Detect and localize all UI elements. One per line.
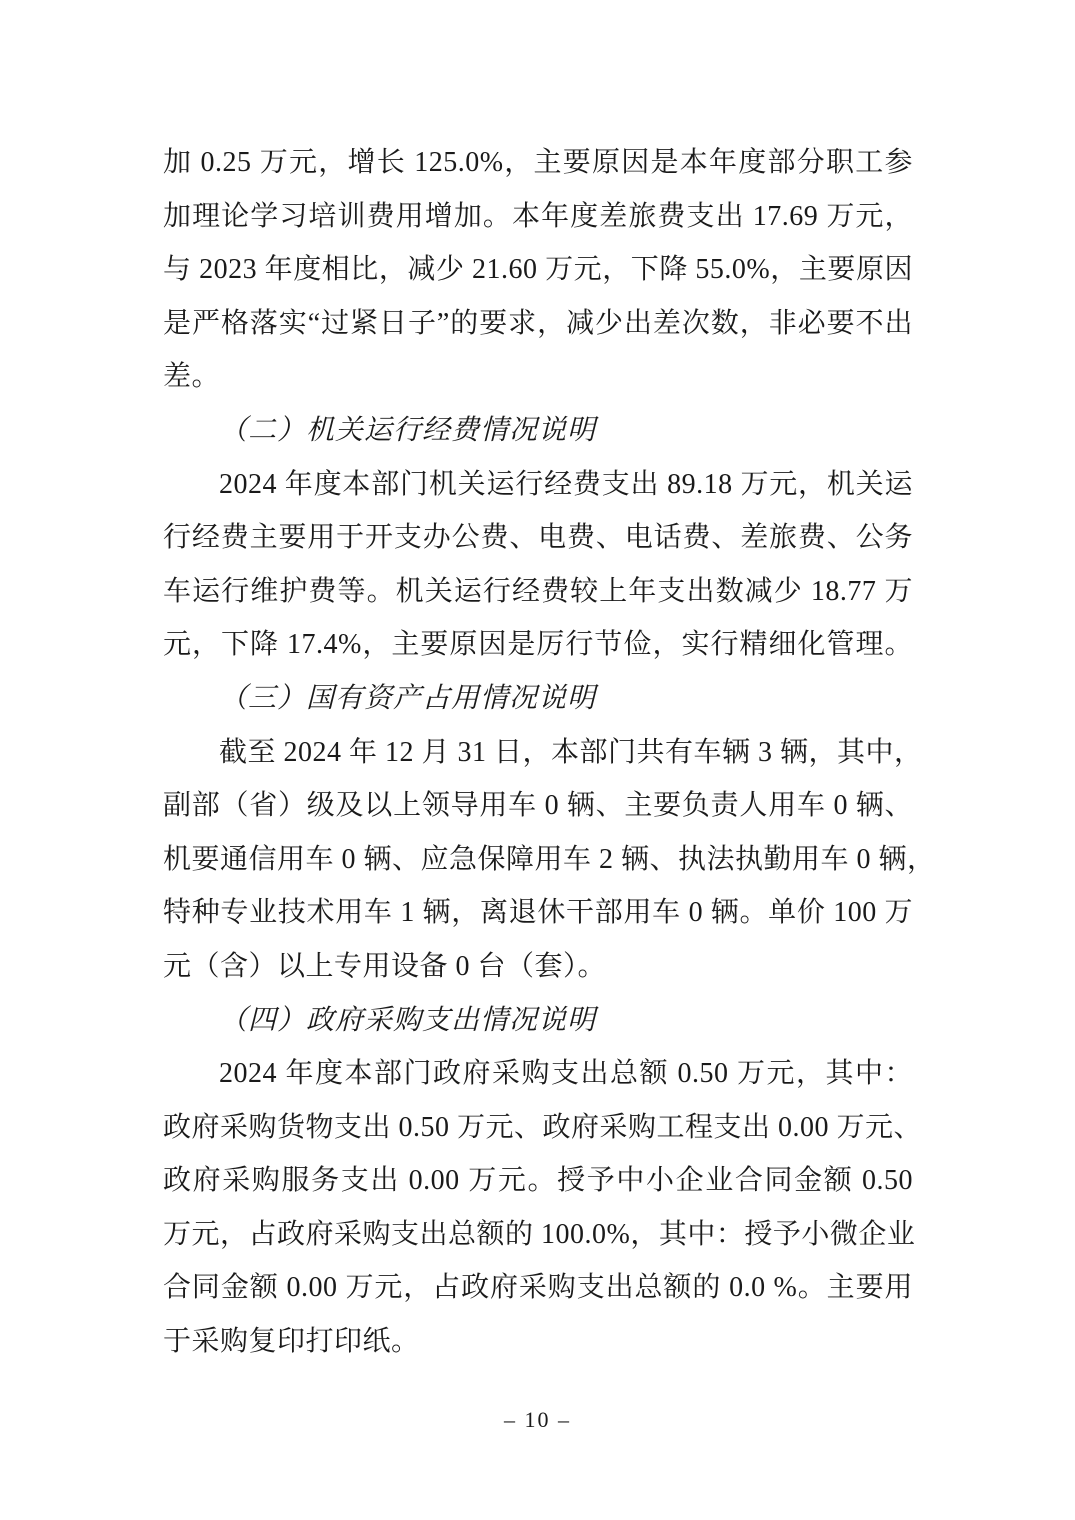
text-line: 合同金额 0.00 万元，占政府采购支出总额的 0.0 %。主要用 — [163, 1272, 913, 1304]
text-line: 机要通信用车 0 辆、应急保障用车 2 辆、执法执勤用车 0 辆， — [163, 843, 936, 875]
text-line: 政府采购货物支出 0.50 万元、政府采购工程支出 0.00 万元、 — [163, 1111, 923, 1143]
text-line: 于采购复印打印纸。 — [163, 1326, 420, 1358]
text-line: 加 0.25 万元，增长 125.0%，主要原因是本年度部分职工参 — [163, 147, 913, 178]
text-line: 万元，占政府采购支出总额的 100.0%，其中：授予小微企业 — [163, 1218, 916, 1250]
page-content — [163, 136, 936, 1369]
section-heading-4: （四）政府采购支出情况说明 — [219, 1004, 597, 1036]
text-line: 元，下降 17.4%，主要原因是厉行节俭，实行精细化管理。 — [163, 629, 913, 661]
text-line: 差。 — [163, 361, 221, 393]
section-heading-2: （二）机关运行经费情况说明 — [219, 414, 597, 446]
text-line: 是严格落实“过紧日子”的要求，减少出差次数，非必要不出 — [163, 307, 913, 339]
text-line: 元（含）以上专用设备 0 台（套）。 — [163, 950, 607, 982]
text-line: 特种专业技术用车 1 辆，离退休干部用车 0 辆。单价 100 万 — [163, 897, 913, 929]
text-line: 加理论学习培训费用增加。本年度差旅费支出 17.69 万元， — [163, 200, 913, 232]
section-heading-3: （三）国有资产占用情况说明 — [219, 682, 597, 714]
text-line: 2024 年度本部门政府采购支出总额 0.50 万元，其中： — [219, 1058, 913, 1090]
text-line: 车运行维护费等。机关运行经费较上年支出数减少 18.77 万 — [163, 575, 913, 607]
text-line: 行经费主要用于开支办公费、电费、电话费、差旅费、公务 — [163, 522, 913, 554]
text-line: 政府采购服务支出 0.00 万元。授予中小企业合同金额 0.50 — [163, 1165, 913, 1197]
text-line: 副部（省）级及以上领导用车 0 辆、主要负责人用车 0 辆、 — [163, 790, 913, 822]
text-line: 与 2023 年度相比，减少 21.60 万元，下降 55.0%，主要原因 — [163, 254, 913, 286]
text-line: 截至 2024 年 12 月 31 日，本部门共有车辆 3 辆，其中， — [219, 736, 923, 768]
text-line: 2024 年度本部门机关运行经费支出 89.18 万元，机关运 — [219, 468, 913, 500]
page-number: – 10 – — [504, 1407, 571, 1432]
